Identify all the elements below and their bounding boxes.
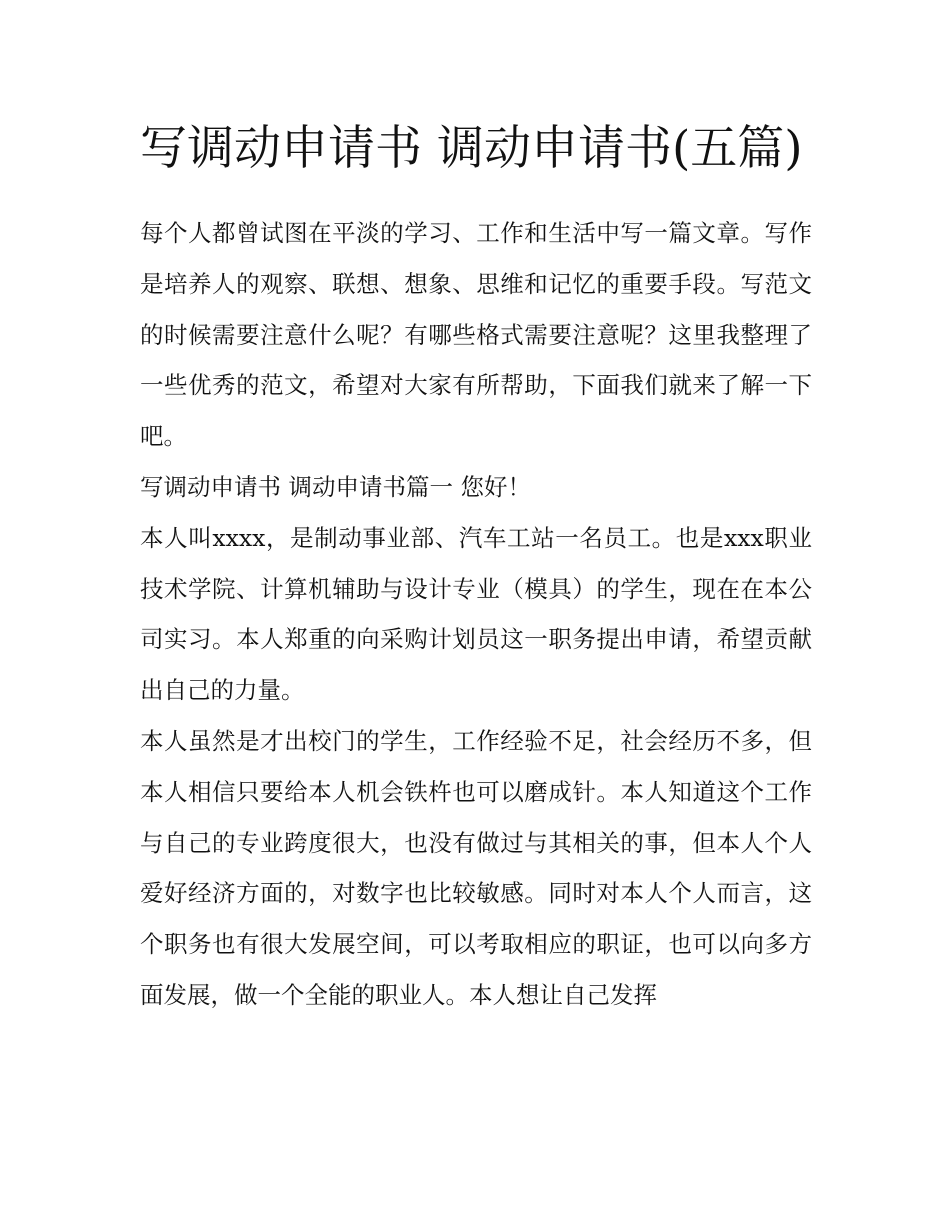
self-introduction-paragraph: 本人叫xxxx，是制动事业部、汽车工站一名员工。也是xxx职业技术学院、计算机辅助与设计专业（模具）的学生，现在在本公司实习。本人郑重的向采购计划员这一职务提出申请，希望贡献出自己的力量。	[140, 523, 812, 705]
document-content	[140, 112, 812, 1021]
document-title: 写调动申请书 调动申请书(五篇)	[140, 121, 803, 176]
section-heading-paragraph: 写调动申请书 调动申请书篇一 您好！	[140, 472, 531, 501]
intro-paragraph: 每个人都曾试图在平淡的学习、工作和生活中写一篇文章。写作是培养人的观察、联想、想象、思维和记忆的重要手段。写范文的时候需要注意什么呢？有哪些格式需要注意呢？这里我整理了一些优秀的范文，希望对大家有所帮助，下面我们就来了解一下吧。	[140, 219, 812, 451]
motivation-paragraph: 本人虽然是才出校门的学生，工作经验不足，社会经历不多，但本人相信只要给本人机会铁杵也可以磨成针。本人知道这个工作与自己的专业跨度很大，也没有做过与其相关的事，但本人个人爱好经济方面的，对数字也比较敏感。同时对本人个人而言，这个职务也有很大发展空间，可以考取相应的职证，也可以向多方面发展，做一个全能的职业人。本人想让自己发挥	[140, 726, 812, 1009]
